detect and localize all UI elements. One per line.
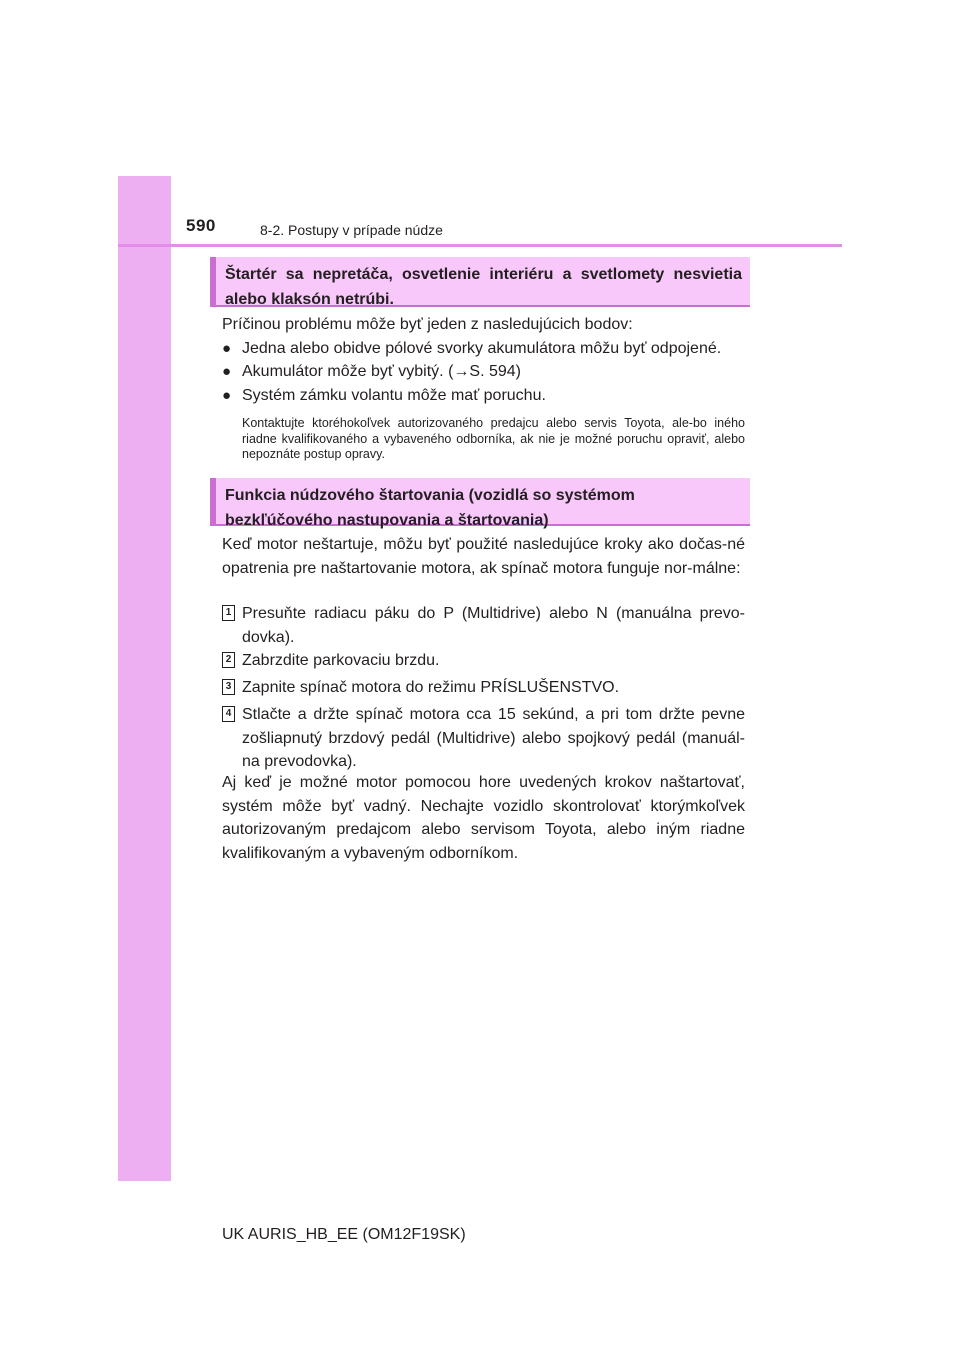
- step-item: [222, 676, 745, 700]
- bullet-item: [222, 384, 745, 408]
- cause-intro: Príčinou problému môže byť jeden z nasledujúcich bodov:: [222, 316, 633, 333]
- step-text: Presuňte radiacu páku do P (Multidrive) alebo N (manuálna prevo-dovka).: [242, 605, 745, 646]
- step-text: Zabrzdite parkovaciu brzdu.: [242, 652, 440, 669]
- header-rule: [118, 244, 842, 247]
- step-text: Zapnite spínač motora do režimu PRÍSLUŠENSTVO.: [242, 679, 620, 696]
- bullet-icon: ●: [222, 340, 232, 357]
- emergency-intro: Keď motor neštartuje, môžu byť použité nasledujúce kroky ako dočas-né opatrenia pre naštartovanie motora, ak spínač motora funguje nor-málne:: [222, 536, 745, 577]
- bullet-item: [222, 337, 745, 361]
- page-number: 590: [186, 216, 216, 235]
- step-number-badge: 1: [222, 605, 235, 621]
- bullet-icon: ●: [222, 363, 232, 380]
- step-item: [222, 649, 745, 673]
- heading-line-1: Štartér sa nepretáča, osvetlenie interiéru a svetlomety nesvietia: [225, 266, 742, 283]
- bullet-item: [222, 360, 745, 384]
- step-item: [222, 602, 745, 649]
- heading-line-1: Funkcia núdzového štartovania (vozidlá so systémom: [225, 487, 635, 504]
- closing-paragraph: Aj keď je možné motor pomocou hore uvedených krokov naštartovať, systém môže byť vadný. Nechajte vozidlo skontrolovať ktorýmkoľvek autorizovaným predajcom alebo servisom Toyota, alebo iným riadne kvalifikovaným a vybaveným odborníkom.: [222, 774, 745, 862]
- step-text: Stlačte a držte spínač motora cca 15 sekúnd, a pri tom držte pevne zošliapnutý brzdový pedál (Multidrive) alebo spojkový pedál (manuál-na prevodovka).: [242, 706, 745, 770]
- section-title: 8-2. Postupy v prípade núdze: [260, 222, 443, 238]
- heading-line-2: bezkľúčového nastupovania a štartovania): [225, 512, 549, 529]
- contact-dealer-note: Kontaktujte ktoréhokoľvek autorizovaného predajcu alebo servis Toyota, ale-bo iného riadne kvalifikovaného a vybaveného odborníka, ak nie je možné poruchu opraviť, alebo nepoznáte postup opravy.: [242, 416, 745, 461]
- footer-model-code: UK AURIS_HB_EE (OM12F19SK): [222, 1226, 466, 1243]
- bullet-icon: ●: [222, 387, 232, 404]
- step-number-badge: 3: [222, 679, 235, 695]
- heading-emergency-start: [210, 478, 750, 529]
- side-color-band: [118, 176, 171, 1181]
- heading-line-2: alebo klaksón netrúbi.: [225, 291, 394, 308]
- bullet-text: Akumulátor môže byť vybitý. (→S. 594): [242, 363, 521, 380]
- heading-starter-not-cranking: [210, 257, 750, 307]
- bullet-text: Jedna alebo obidve pólové svorky akumulátora môžu byť odpojené.: [242, 340, 722, 357]
- bullet-text: Systém zámku volantu môže mať poruchu.: [242, 387, 546, 404]
- step-number-badge: 4: [222, 706, 235, 722]
- step-number-badge: 2: [222, 652, 235, 668]
- step-item: [222, 703, 745, 774]
